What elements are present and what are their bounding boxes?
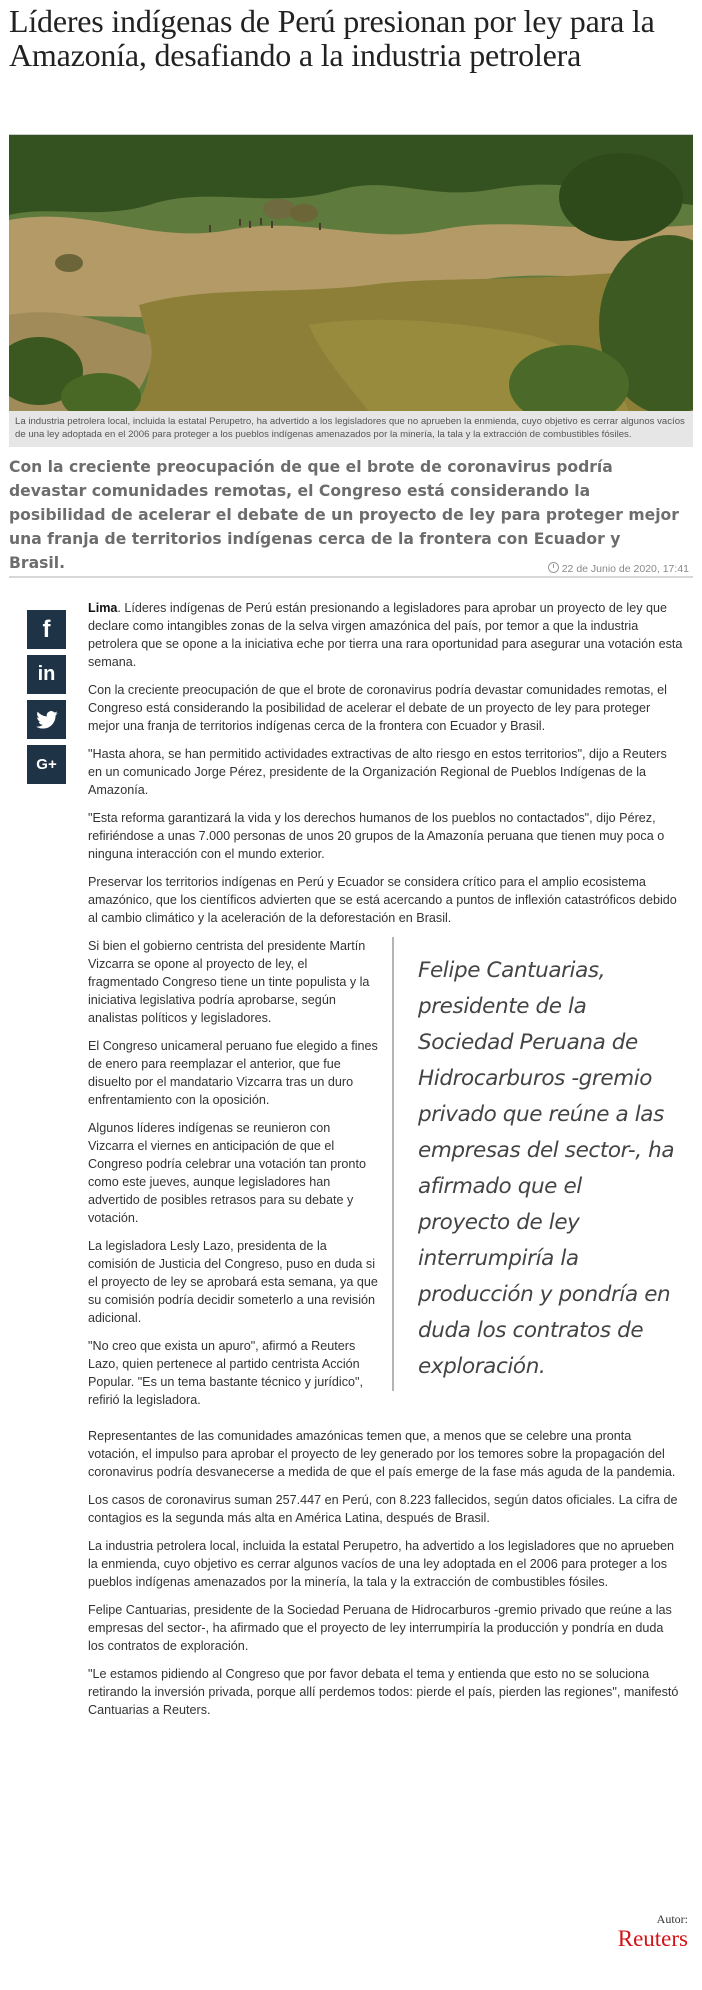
googleplus-icon: G+ xyxy=(36,756,57,773)
author-block xyxy=(618,1912,688,1951)
clock-icon xyxy=(548,562,559,573)
googleplus-share-button[interactable] xyxy=(27,745,66,784)
paragraph: Felipe Cantuarias, presidente de la Sociedad Peruana de Hidrocarburos -gremio privado que reúne a las empresas del sector-, ha afirmado que el proyecto de ley interrumpiría la producción y pondría en duda los contratos de exploración. xyxy=(88,1603,672,1653)
pull-quote: Felipe Cantuarias, presidente de la Sociedad Peruana de Hidrocarburos -gremio privado que reúne a las empresas del sector-, ha afirmado que el proyecto de ley interrumpiría la producción y pondría en duda los contratos de exploración. xyxy=(392,937,680,1391)
paragraph: Algunos líderes indígenas se reunieron con Vizcarra el viernes en anticipación de que el Congreso podría celebrar una votación tan pronto como este jueves, aunque legisladores han advertido de posibles retrasos para su debate y votación. xyxy=(88,1121,366,1225)
image-caption: La industria petrolera local, incluida la estatal Perupetro, ha advertido a los legisladores que no aprueben la enmienda, cuyo objetivo es cerrar algunos vacíos de una ley adoptada en el 2006 para proteger a los pueblos indígenas amenazados por la minería, la tala y la extracción de combustibles fósiles. xyxy=(15,416,685,440)
dateline: Lima xyxy=(88,601,118,615)
body-column xyxy=(88,937,378,1419)
facebook-share-button[interactable] xyxy=(27,610,66,649)
paragraph: "Hasta ahora, se han permitido actividades extractivas de alto riesgo en estos territorios", dijo a Reuters en un comunicado Jorge Pérez, presidente de la Organización Regional de Pueblos Indígenas de la Amazonía. xyxy=(88,747,667,797)
publish-date-text: 22 de Junio de 2020, 17:41 xyxy=(561,563,689,575)
author-label: Autor: xyxy=(656,1912,688,1926)
publish-date xyxy=(548,562,689,575)
paragraph: Lima. Líderes indígenas de Perú están presionando a legisladores para aprobar un proyecto de ley que declare como intangibles zonas de la selva virgen amazónica del país, por temor a que la industria petrolera que se opone a la iniciativa eche por tierra una rara oportunidad para asegurar una votación esta semana. xyxy=(88,601,683,669)
author-source[interactable]: Reuters xyxy=(617,1926,688,1951)
paragraph: Si bien el gobierno centrista del presidente Martín Vizcarra se opone al proyecto de ley, el fragmentado Congreso tiene un tinte populista y la iniciativa legislativa podría aprobarse, según analistas políticos y legisladores. xyxy=(88,939,370,1025)
body-with-pullquote xyxy=(88,937,683,1419)
article-body xyxy=(88,599,683,1729)
paragraph: "Esta reforma garantizará la vida y los derechos humanos de los pueblos no contactados", dijo Pérez, refiriéndose a unas 7.000 personas de unos 20 grupos de la Amazonía peruana que tienen muy poca o ninguna interacción con el mundo exterior. xyxy=(88,811,665,861)
paragraph: "No creo que exista un apuro", afirmó a Reuters Lazo, quien pertenece al partido centrista Acción Popular. "Es un tema bastante técnico y jurídico", refirió la legisladora. xyxy=(88,1339,363,1407)
social-share-bar xyxy=(27,610,67,790)
paragraph: La legisladora Lesly Lazo, presidenta de la comisión de Justicia del Congreso, puso en duda si el proyecto de ley se aprobará esta semana, ya que su comisión podría decidir someterlo a una revisión adicional. xyxy=(88,1239,378,1325)
paragraph: El Congreso unicameral peruano fue elegido a fines de enero para reemplazar el anterior, que fue disuelto por el mandatario Vizcarra tras un duro enfrentamiento con la oposición. xyxy=(88,1039,378,1107)
paragraph: Representantes de las comunidades amazónicas temen que, a menos que se celebre una pronta votación, el impulso para aprobar el proyecto de ley generado por los temores sobre la propagación del coronavirus podría desvanecerse a medida de que el país emerge de la fase más aguda de la pandemia. xyxy=(88,1429,676,1479)
twitter-share-button[interactable] xyxy=(27,700,66,739)
paragraph: La industria petrolera local, incluida la estatal Perupetro, ha advertido a los legisladores que no aprueben la enmienda, cuyo objetivo es cerrar algunos vacíos de una ley adoptada en el 2006 para proteger a los pueblos indígenas amenazados por la minería, la tala y la extracción de combustibles fósiles. xyxy=(88,1539,674,1589)
linkedin-share-button[interactable] xyxy=(27,655,66,694)
paragraph: Con la creciente preocupación de que el brote de coronavirus podría devastar comunidades remotas, el Congreso está considerando la posibilidad de acelerar el debate de un proyecto de ley para proteger mejor una franja de territorios indígenas cerca de la frontera con Ecuador y Brasil. xyxy=(88,683,667,733)
paragraph: Los casos de coronavirus suman 257.447 en Perú, con 8.223 fallecidos, según datos oficiales. La cifra de contagios es la segunda más alta en América Latina, después de Brasil. xyxy=(88,1493,678,1525)
twitter-icon xyxy=(36,711,58,729)
article-lead: Con la creciente preocupación de que el brote de coronavirus podría devastar comunidades remotas, el Congreso está considerando la posibilidad de acelerar el debate de un proyecto de ley para proteger mejor una franja de territorios indígenas cerca de la frontera con Ecuador y Brasil. xyxy=(9,458,679,572)
facebook-icon: f xyxy=(42,615,51,643)
article-headline: Líderes indígenas de Perú presionan por ley para la Amazonía, desafiando a la industria petrolera xyxy=(9,3,655,73)
divider xyxy=(9,576,693,578)
linkedin-icon: in xyxy=(37,663,56,685)
hero-figure xyxy=(9,134,693,447)
paragraph: Preservar los territorios indígenas en Perú y Ecuador se considera crítico para el amplio ecosistema amazónico, que los científicos advierten que se está acercando a puntos de inflexión catastróficos debido al cambio climático y la aceleración de la deforestación en Brasil. xyxy=(88,875,677,925)
paragraph: "Le estamos pidiendo al Congreso que por favor debata el tema y entienda que esto no se soluciona retirando la inversión privada, porque allí perdemos todos: pierde el país, pierden las regiones", manifestó Cantuarias a Reuters. xyxy=(88,1667,679,1717)
hero-image xyxy=(9,135,693,411)
